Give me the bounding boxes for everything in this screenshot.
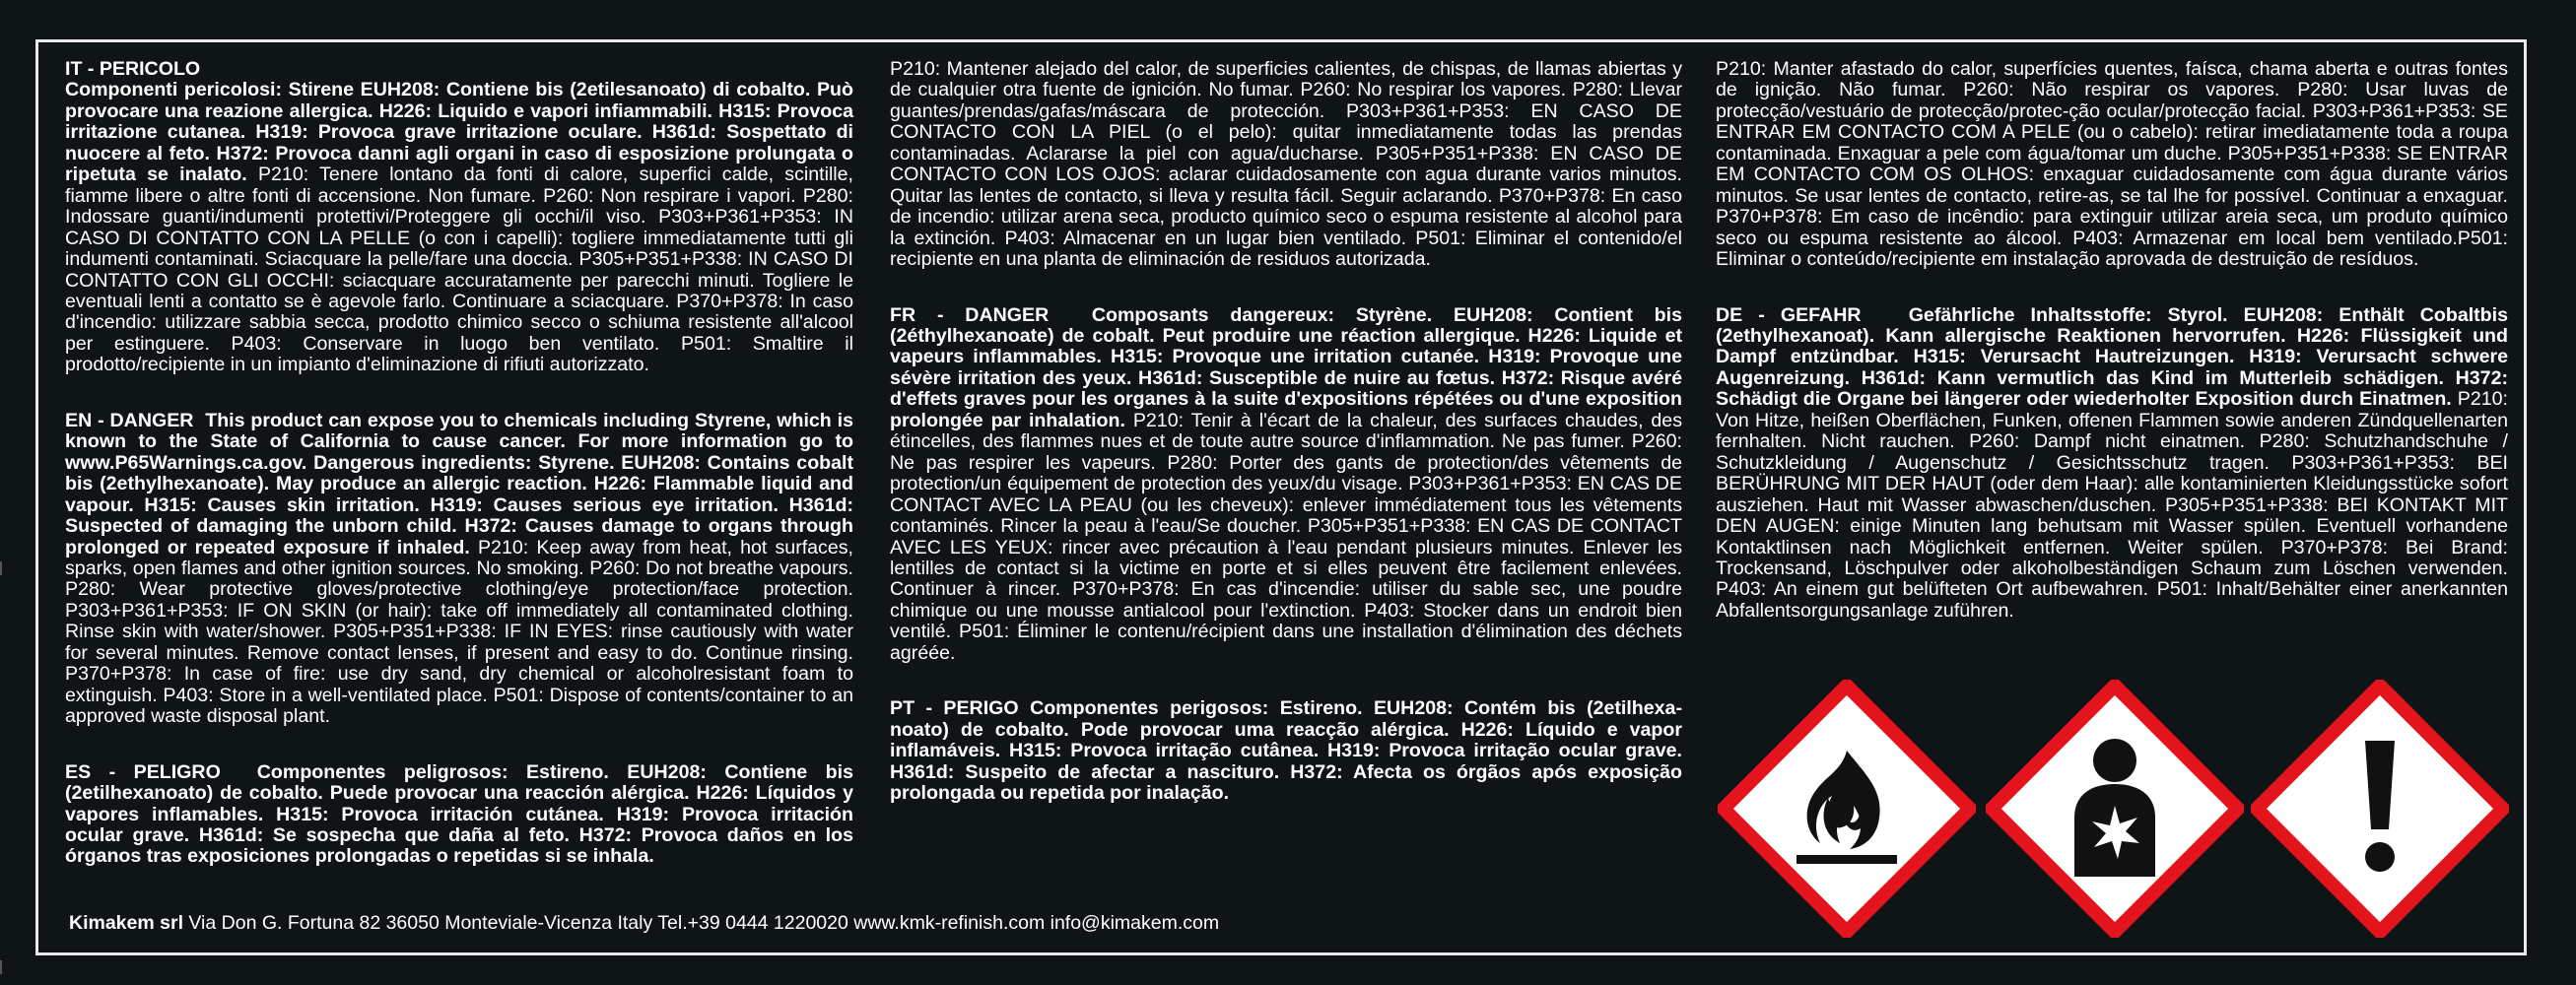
section-de <box>1716 305 2508 623</box>
hazard-statements: Componentes perigosos: Estireno. EUH208: Contém bis (2etilhexa-noato) de cobalto. Pode provocar uma reacção alérgica. H226: Líquido e vapor inflamáveis. H315: Provoca irritação cutânea. H319: Provoca irritação ocular grave. H361d: Suspeito de afectar a nascituro. H372: Afecta os órgãos após exposição prolongada ou repetida por inalação. <box>890 697 1682 805</box>
crop-mark <box>0 960 10 974</box>
hazard-statements: This product can expose you to chemicals including Styrene, which is known to the State of California to cause cancer. For more information go to www.P65Warnings.ca.gov. Dangerous ingredients: Styrene. EUH208: Contains cobalt bis (2ethylhexanoate). May produce an allergic reaction. H226: Flammable liquid and vapour. H315: Causes skin irritation. H319: Causes serious eye irritation. H361d: Suspected of damaging the unborn child. H372: Causes damage to organs through prolonged or repeated exposure if inhaled. <box>65 409 854 558</box>
section-heading: DE - GEFAHR <box>1716 303 1862 326</box>
hazard-statements: Composants dangereux: Styrène. EUH208: Contient bis (2éthylhexanoate) de cobalt. Peut produire une réaction allergique. H226: Liquide et vapeurs inflammables. H315: Provoque une irritation cutanée. H319: Provoque une sévère irritation des yeux. H361d: Susceptible de nuire au fœtus. H372: Risque avéré d'effets graves pour les organes à la suite d'expositions répétées ou d'une exposition prolongée par inhalation. <box>890 303 1682 431</box>
footer <box>69 912 1219 935</box>
section-heading: FR - DANGER <box>890 303 1050 326</box>
section-es-continued <box>890 59 1682 271</box>
section-heading: EN - DANGER <box>65 409 194 431</box>
section-heading: PT - PERIGO <box>890 697 1019 720</box>
hazard-statements: Componenti pericolosi: Stirene EUH208: Contiene bis (2etilesanoato) di cobalto. Può provocare una reazione allergica. H226: Liquido e vapori infiammabili. H315: Provoca irritazione cutanea. H319: Provoca grave irritazione oculare. H361d: Sospettato di nuocere al feto. H372: Provoca danni agli organi in caso di esposizione prolungata o ripetuta se inalato. <box>65 79 853 186</box>
section-heading: IT - PERICOLO <box>65 58 201 80</box>
exclamation-mark-icon <box>2251 680 2509 938</box>
section-pt <box>890 698 1682 804</box>
precautionary-statements: P210: Tenere lontano da fonti di calore, superfici calde, scintille, fiamme libere o altre fonti di accensione. Non fumare. P260: Non respirare i vapori. P280: Indossare guanti/indumenti protettivi/Proteggere gli occhi/il viso. P303+P361+P353: IN CASO DI CONTATTO CON LA PELLE (o con i capelli): togliere immediatamente tutti gli indumenti contaminati. Sciacquare la pelle/fare una doccia. P305+P351+P338: IN CASO DI CONTATTO CON GLI OCCHI: sciacquare accuratamente per parecchi minuti. Togliere le eventuali lenti a contatto se è agevole farlo. Continuare a sciacquare. P370+P378: In caso d'incendio: utilizzare sabbia secca, prodotto chimico secco o schiuma resistente all'alcool per estinguere. P403: Conservare in luogo ben ventilato. P501: Smaltire il prodotto/recipiente in un impianto d'eliminazione di rifiuti autorizzato. <box>65 164 853 376</box>
precautionary-statements: P210: Von Hitze, heißen Oberflächen, Funken, offenen Flammen sowie anderen Zündquellenarten fernhalten. Nicht rauchen. P260: Dampf nicht einatmen. P280: Schutzhandschuhe / Schutzkleidung / Augenschutz / Gesichtsschutz tragen. P303+P361+P353: BEI BERÜHRUNG MIT DER HAUT (oder dem Haar): alle kontaminierten Kleidungsstücke sofort ausziehen. Haut mit Wasser abwaschen/duschen. P305+P351+P338: BEI KONTAKT MIT DEN AUGEN: einige Minuten lang behutsam mit Wasser spülen. Eventuell vorhandene Kontaktlinsen nach Möglichkeit entfernen. Weiter spülen. P370+P378: Bei Brand: Trockensand, Löschpulver oder alkoholbeständigen Schaum zum Löschen verwenden. P403: An einem gut belüfteten Ort aufbewahren. P501: Inhalt/Behälter einer anerkannten Abfallentsorgungsanlage zuführen. <box>1716 388 2508 622</box>
column-middle <box>890 59 1682 839</box>
precautionary-statements: P210: Manter afastado do calor, superfícies quentes, faísca, chama aberta e outras fontes de ignição. Não fumar. P260: Não respirar os vapores. P280: Usar luvas de protecção/vestuário de protecção/protec-ção ocular/protecção facial. P303+P361+P353: SE ENTRAR EM CONTACTO COM A PELE (ou o cabelo): retirar imediatamente toda a roupa contaminada. Enxaguar a pele com água/tomar um duche. P305+P351+P338: SE ENTRAR EM CONTACTO COM OS OLHOS: enxaguar cuidadosamente com água durante vários minutos. Se usar lentes de contacto, retire-as, se tal lhe for possível. Continuar a enxaguar. P370+P378: Em caso de incêndio: para extinguir utilizar areia seca, um produto químico seco ou espuma resistente ao álcool. P403: Armazenar em local bem ventilado.P501: Eliminar o conteúdo/recipiente em instalação aprovada de destruição de resíduos. <box>1716 58 2508 271</box>
precautionary-statements: P210: Keep away from heat, hot surfaces, sparks, open flames and other ignition sources. No smoking. P260: Do not breathe vapours. P280: Wear protective gloves/protective clothing/eye protection/face protection. P303+P361+P353: IF ON SKIN (or hair): take off immediately all contaminated clothing. Rinse skin with water/shower. P305+P351+P338: IF IN EYES: rinse cautiously with water for several minutes. Remove contact lenses, if present and easy to do. Continue rinsing. P370+P378: In case of fire: use dry sand, dry chemical or alcoholresistant foam to extinguish. P403: Store in a well-ventilated place. P501: Dispose of contents/container to an approved waste disposal plant. <box>65 536 853 728</box>
section-pt-continued <box>1716 59 2508 271</box>
flame-icon <box>1718 680 1976 938</box>
health-hazard-icon <box>1986 680 2244 938</box>
section-en <box>65 411 853 728</box>
section-fr <box>890 305 1682 665</box>
company-address: Via Don G. Fortuna 82 36050 Monteviale-Vicenza Italy Tel.+39 0444 1220020 www.kmk-refinish.com info@kimakem.com <box>188 912 1220 934</box>
hazard-statements: Gefährliche Inhaltsstoffe: Styrol. EUH208: Enthält Cobaltbis (2ethylhexanoat). Kann allergische Reaktionen hervorrufen. H226: Flüssigkeit und Dampf entzündbar. H315: Verursacht Hautreizungen. H319: Verursacht schwere Augenreizung. H361d: Kann vermutlich das Kind im Mutterleib schädigen. H372: Schädigt die Organe bei längerer oder wiederholter Exposition durch Einatmen. <box>1716 303 2508 411</box>
section-heading: ES - PELIGRO <box>65 760 221 783</box>
precautionary-statements: P210: Tenir à l'écart de la chaleur, des surfaces chaudes, des étincelles, des flammes nues et de toute autre source d'inflammation. Ne pas fumer. P260: Ne pas respirer les vapeurs. P280: Porter des gants de protection/des vêtements de protection/un équipement de protection des yeux/du visage. P303+P361+P353: EN CAS DE CONTACT AVEC LA PEAU (ou les cheveux): enlever immédiatement tous les vêtements contaminés. Rincer la peau à l'eau/Se doucher. P305+P351+P338: EN CAS DE CONTACT AVEC LES YEUX: rincer avec précaution à l'eau pendant plusieurs minutes. Enlever les lentilles de contact si la victime en porte et si elles peuvent être facilement enlevées. Continuer à rincer. P370+P378: En cas d'incendie: utiliser du sable sec, une poudre chimique ou une mousse antialcool pour l'extinction. P403: Stocker dans un endroit bien ventilé. P501: Éliminer le contenu/récipient dans une installation d'élimination des déchets agréée. <box>890 409 1682 664</box>
precautionary-statements: P210: Mantener alejado del calor, de superficies calientes, de chispas, de llamas abiertas y de cualquier otra fuente de ignición. No fumar. P260: No respirar los vapores. P280: Llevar guantes/prendas/gafas/máscara de protección. P303+P361+P353: EN CASO DE CONTACTO CON LA PIEL (o el pelo): quitar inmediatamente todas las prendas contaminadas. Aclararse la piel con agua/ducharse. P305+P351+P338: EN CASO DE CONTACTO CON LOS OJOS: aclarar cuidadosamente con agua durante varios minutos. Quitar las lentes de contacto, si lleva y resulta fácil. Seguir aclarando. P370+P378: En caso de incendio: utilizar arena seca, producto químico seco o espuma resistente al alcohol para la extinción. P403: Almacenar en un lugar bien ventilado. P501: Eliminar el contenido/el recipiente en una planta de eliminación de residuos autorizada. <box>890 58 1682 271</box>
hazard-statements-part: Componentes peligrosos: Estireno. EUH208: Contiene bis (2etilhexanoato) de cobalto. Puede provocar una reacción alérgica. H226: Líquidos y vapores inflamables. H315: Provoca irritación cutánea. H319: Provoca irritación ocular grave. H361d: Se sospecha que daña al feto. H372: Provoca daños en los órganos tras exposiciones prolongadas o repetidas si se inhala. <box>65 760 853 868</box>
column-right <box>1716 59 2508 656</box>
company-name: Kimakem srl <box>69 912 183 934</box>
column-left <box>65 59 853 902</box>
crop-mark <box>0 561 10 575</box>
section-it <box>65 59 853 376</box>
section-es <box>65 762 853 868</box>
